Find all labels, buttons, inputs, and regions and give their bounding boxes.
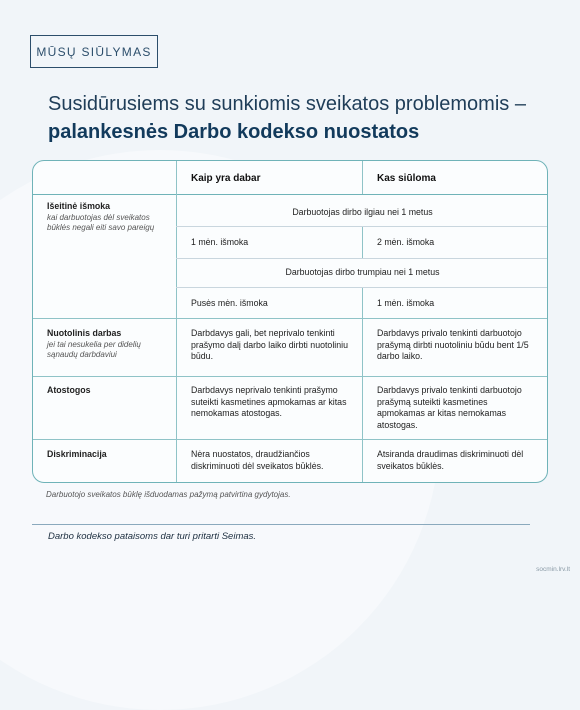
section-tag: MŪSŲ SIŪLYMAS (30, 35, 158, 68)
column-divider-2-a (362, 226, 363, 258)
row-subtitle: jei tai nesukelia per didelių sąnaudų darbdaviui (47, 339, 141, 359)
comparison-table (32, 160, 548, 483)
column-header-proposed: Kas siūloma (377, 173, 436, 184)
row-line (176, 258, 547, 259)
headline-line-2: palankesnės Darbo kodekso nuostatos (48, 121, 420, 143)
row-label-iseitine (47, 201, 167, 234)
cell-proposed: Darbdavys privalo tenkinti darbuotojo prašymą suteikti kasmetines apmokamas ar kitas nemokamas atostogas. (377, 385, 522, 430)
cell-proposed: Atsiranda draudimas diskriminuoti dėl sveikatos būklės. (377, 449, 524, 471)
row-line (33, 318, 547, 319)
cell-proposed-2: 1 mėn. išmoka (377, 298, 435, 308)
cell-proposed: Darbdavys privalo tenkinti darbuotojo prašymą dirbti nuotoliniu būdu bent 1/5 darbo laiko. (377, 328, 529, 361)
row-label-diskriminacija (47, 449, 167, 461)
footnote: Darbuotojo sveikatos būklę išduodamas pažymą patvirtina gydytojas. (46, 490, 291, 499)
divider (32, 524, 530, 525)
column-divider-2-header (362, 161, 363, 194)
column-header-now: Kaip yra dabar (191, 173, 261, 184)
row-title: Atostogos (47, 385, 91, 395)
closing-note: Darbo kodekso pataisoms dar turi pritarti Seimas. (48, 531, 257, 542)
cell-now-1: 1 mėn. išmoka (191, 237, 249, 247)
span-cell-over-1-year: Darbuotojas dirbo ilgiau nei 1 metus (292, 207, 433, 217)
cell-now: Darbdavys gali, bet neprivalo tenkinti prašymo dalį darbo laiko dirbti nuotoliniu būdu. (191, 328, 348, 361)
cell-now: Darbdavys neprivalo tenkinti prašymo suteikti kasmetines apmokamas ar kitas nemokamas atostogas. (191, 385, 347, 418)
row-label-atostogos (47, 385, 167, 397)
row-title: Nuotolinis darbas (47, 328, 122, 338)
column-divider-2-c (362, 439, 363, 483)
cell-proposed-1: 2 mėn. išmoka (377, 237, 435, 247)
row-title: Diskriminacija (47, 449, 107, 459)
row-line (176, 226, 547, 227)
column-divider-2-b (362, 287, 363, 439)
span-cell-under-1-year: Darbuotojas dirbo trumpiau nei 1 metus (285, 267, 440, 277)
row-line (33, 376, 547, 377)
cell-now: Nėra nuostatos, draudžiančios diskriminuoti dėl sveikatos būklės. (191, 449, 324, 471)
row-line (33, 439, 547, 440)
row-title: Išeitinė išmoka (47, 201, 111, 211)
header-divider (33, 194, 547, 195)
headline (48, 90, 558, 146)
row-subtitle: kai darbuotojas dėl sveikatos būklės negali eiti savo pareigų (47, 212, 155, 232)
cell-now-2: Pusės mėn. išmoka (191, 298, 268, 308)
row-label-nuotolinis (47, 328, 167, 361)
headline-line-1: Susidūrusiems su sunkiomis sveikatos problemomis – (48, 93, 526, 115)
row-line (176, 287, 547, 288)
source-credit: socmin.lrv.lt (536, 566, 570, 573)
